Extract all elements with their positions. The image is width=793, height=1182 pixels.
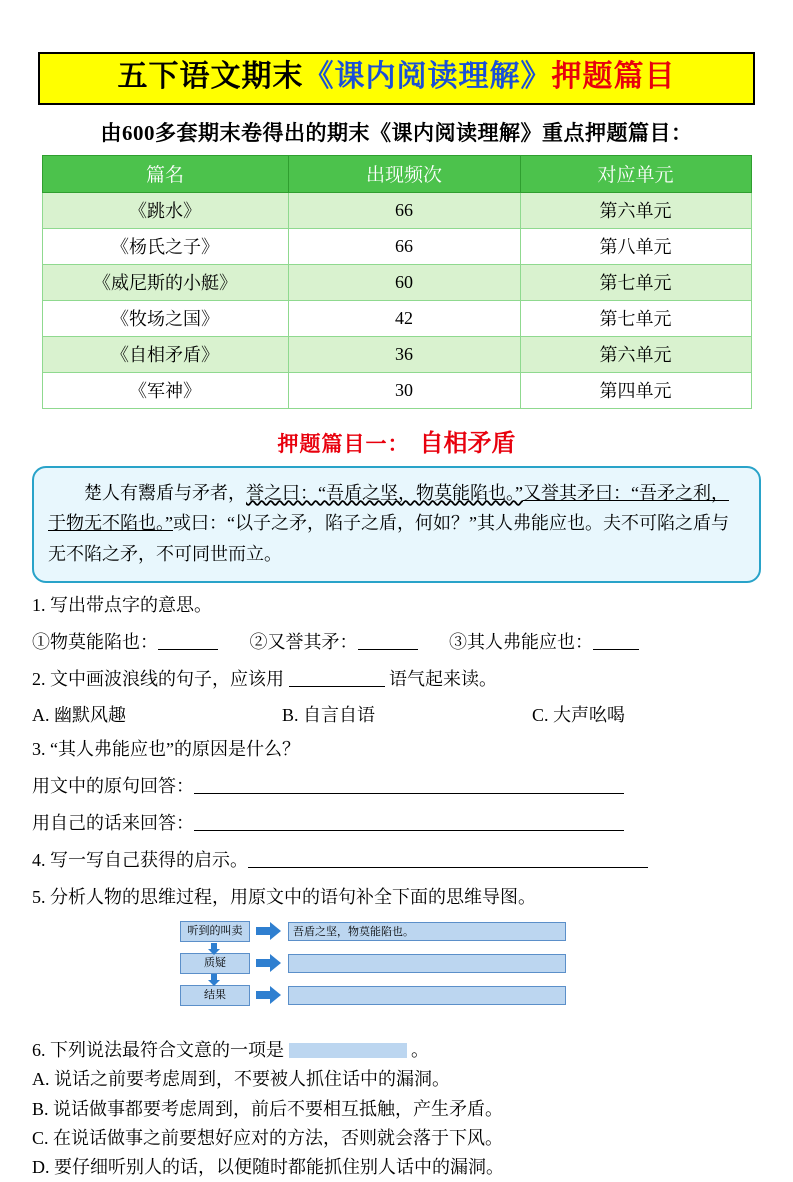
page-title [38,52,755,105]
q3-answer-blank-1[interactable] [194,793,624,794]
passage-sentence-3: 又誉其矛曰：“吾矛之利，于物无不陷也。” [48,482,729,534]
flow-content-2[interactable] [288,954,566,973]
q2-answer-blank[interactable] [289,686,385,687]
q2-option-a[interactable]: A. 幽默风趣 [32,705,126,726]
cell-title: 《牧场之国》 [42,300,288,336]
question-5: 5. 分析人物的思维过程，用原文中的语句补全下面的思维导图。 [32,886,536,907]
q1-answer-blank-2[interactable] [358,649,418,650]
cell-frequency: 60 [288,264,520,300]
column-header-frequency: 出现频次 [288,155,520,192]
cell-unit: 第六单元 [520,192,751,228]
flow-step-3 [30,984,763,1006]
cell-unit: 第七单元 [520,264,751,300]
q2-text-before: 2. 文中画波浪线的句子，应该用 [32,669,284,690]
table-row [42,372,751,408]
table-row [42,300,751,336]
question-3: 3. “其人弗能应也”的原因是什么？ [32,739,300,760]
title-part1: 五下语文期末 [117,60,304,93]
question-1: 1. 写出带点字的意思。 [32,595,212,616]
q4-answer-blank[interactable] [248,867,648,868]
flow-label-1: 听到的叫卖 [180,921,250,942]
frequency-table [42,155,752,409]
cell-frequency: 30 [288,372,520,408]
title-part2: 《课内阅读理解》 [303,60,552,93]
q2-text-after: 语气起来读。 [389,669,497,690]
table-row [42,336,751,372]
column-header-title: 篇名 [42,155,288,192]
q6-answer-blank[interactable] [289,1043,407,1058]
question-4 [32,847,763,875]
flow-label-3: 结果 [180,985,250,1006]
cell-frequency: 36 [288,336,520,372]
q1-item-3: ③其人弗能应也： [449,632,593,653]
arrow-right-icon [256,984,282,1006]
q1-answer-blank-1[interactable] [158,649,218,650]
flow-connector-2 [208,973,220,991]
cell-title: 《杨氏之子》 [42,228,288,264]
q6-option-b[interactable]: B. 说话做事都要考虑周到，前后不要相互抵触，产生矛盾。 [32,1098,504,1119]
question-1-items [32,629,763,657]
section-name: 自相矛盾 [419,430,516,457]
table-row [42,192,751,228]
q1-answer-blank-3[interactable] [593,649,639,650]
flow-step-1 [30,920,763,942]
question-3-line-2 [32,810,763,838]
subtitle: 由600多套期末卷得出的期末《课内阅读理解》重点押题篇目： [100,120,693,145]
q3-label-1: 用文中的原句回答： [32,775,194,796]
passage-sentence-4: 或曰：“以子之矛，陷子之盾，何如？”其人弗能应也。夫不可陷之盾与无不陷之矛，不可同世而立。 [48,513,729,565]
cell-unit: 第六单元 [520,336,751,372]
table-row [42,264,751,300]
question-2-options [32,701,763,727]
thinking-flow-diagram [30,920,763,1028]
q4-label: 4. 写一写自己获得的启示。 [32,849,248,870]
passage-sentence-1: 楚人有鬻盾与矛者， [84,482,246,503]
q1-item-2: ②又誉其矛： [249,632,358,653]
passage-box [32,466,761,584]
q3-answer-blank-2[interactable] [194,830,624,831]
cell-frequency: 66 [288,228,520,264]
q6-option-c[interactable]: C. 在说话做事之前要想好应对的方法，否则就会落于下风。 [32,1127,504,1148]
q6-option-a[interactable]: A. 说话之前要考虑周到，不要被人抓住话中的漏洞。 [32,1069,450,1090]
cell-frequency: 42 [288,300,520,336]
cell-unit: 第七单元 [520,300,751,336]
cell-unit: 第四单元 [520,372,751,408]
flow-label-2: 质疑 [180,953,250,974]
arrow-right-icon [256,920,282,942]
cell-title: 《跳水》 [42,192,288,228]
q6-text-after: 。 [411,1040,429,1061]
table-header-row [42,155,751,192]
cell-title: 《自相矛盾》 [42,336,288,372]
cell-unit: 第八单元 [520,228,751,264]
q6-text-before: 6. 下列说法最符合文意的一项是 [32,1040,284,1061]
title-part3: 押题篇目 [551,60,676,93]
q6-option-d[interactable]: D. 要仔细听别人的话，以便随时都能抓住别人话中的漏洞。 [32,1156,504,1177]
question-3-line-1 [32,773,763,801]
question-6 [32,1037,763,1065]
flow-content-3[interactable] [288,986,566,1005]
column-header-unit: 对应单元 [520,155,751,192]
question-2 [32,666,763,694]
q3-label-2: 用自己的话来回答： [32,812,194,833]
q2-option-b[interactable]: B. 自言自语 [282,705,376,726]
q1-item-1: ①物莫能陷也： [32,632,158,653]
cell-frequency: 66 [288,192,520,228]
flow-connector-1 [208,942,220,960]
section-heading [30,423,763,458]
cell-title: 《军神》 [42,372,288,408]
question-6-options [30,1065,763,1182]
passage-sentence-2: 誉之曰：“吾盾之坚，物莫能陷也。” [246,482,523,503]
flow-content-1[interactable]: 吾盾之坚，物莫能陷也。 [288,922,566,941]
arrow-right-icon [256,952,282,974]
cell-title: 《威尼斯的小艇》 [42,264,288,300]
section-lead: 押题篇目一： [277,431,410,456]
flow-step-2 [30,952,763,974]
q2-option-c[interactable]: C. 大声吆喝 [532,705,626,726]
table-row [42,228,751,264]
